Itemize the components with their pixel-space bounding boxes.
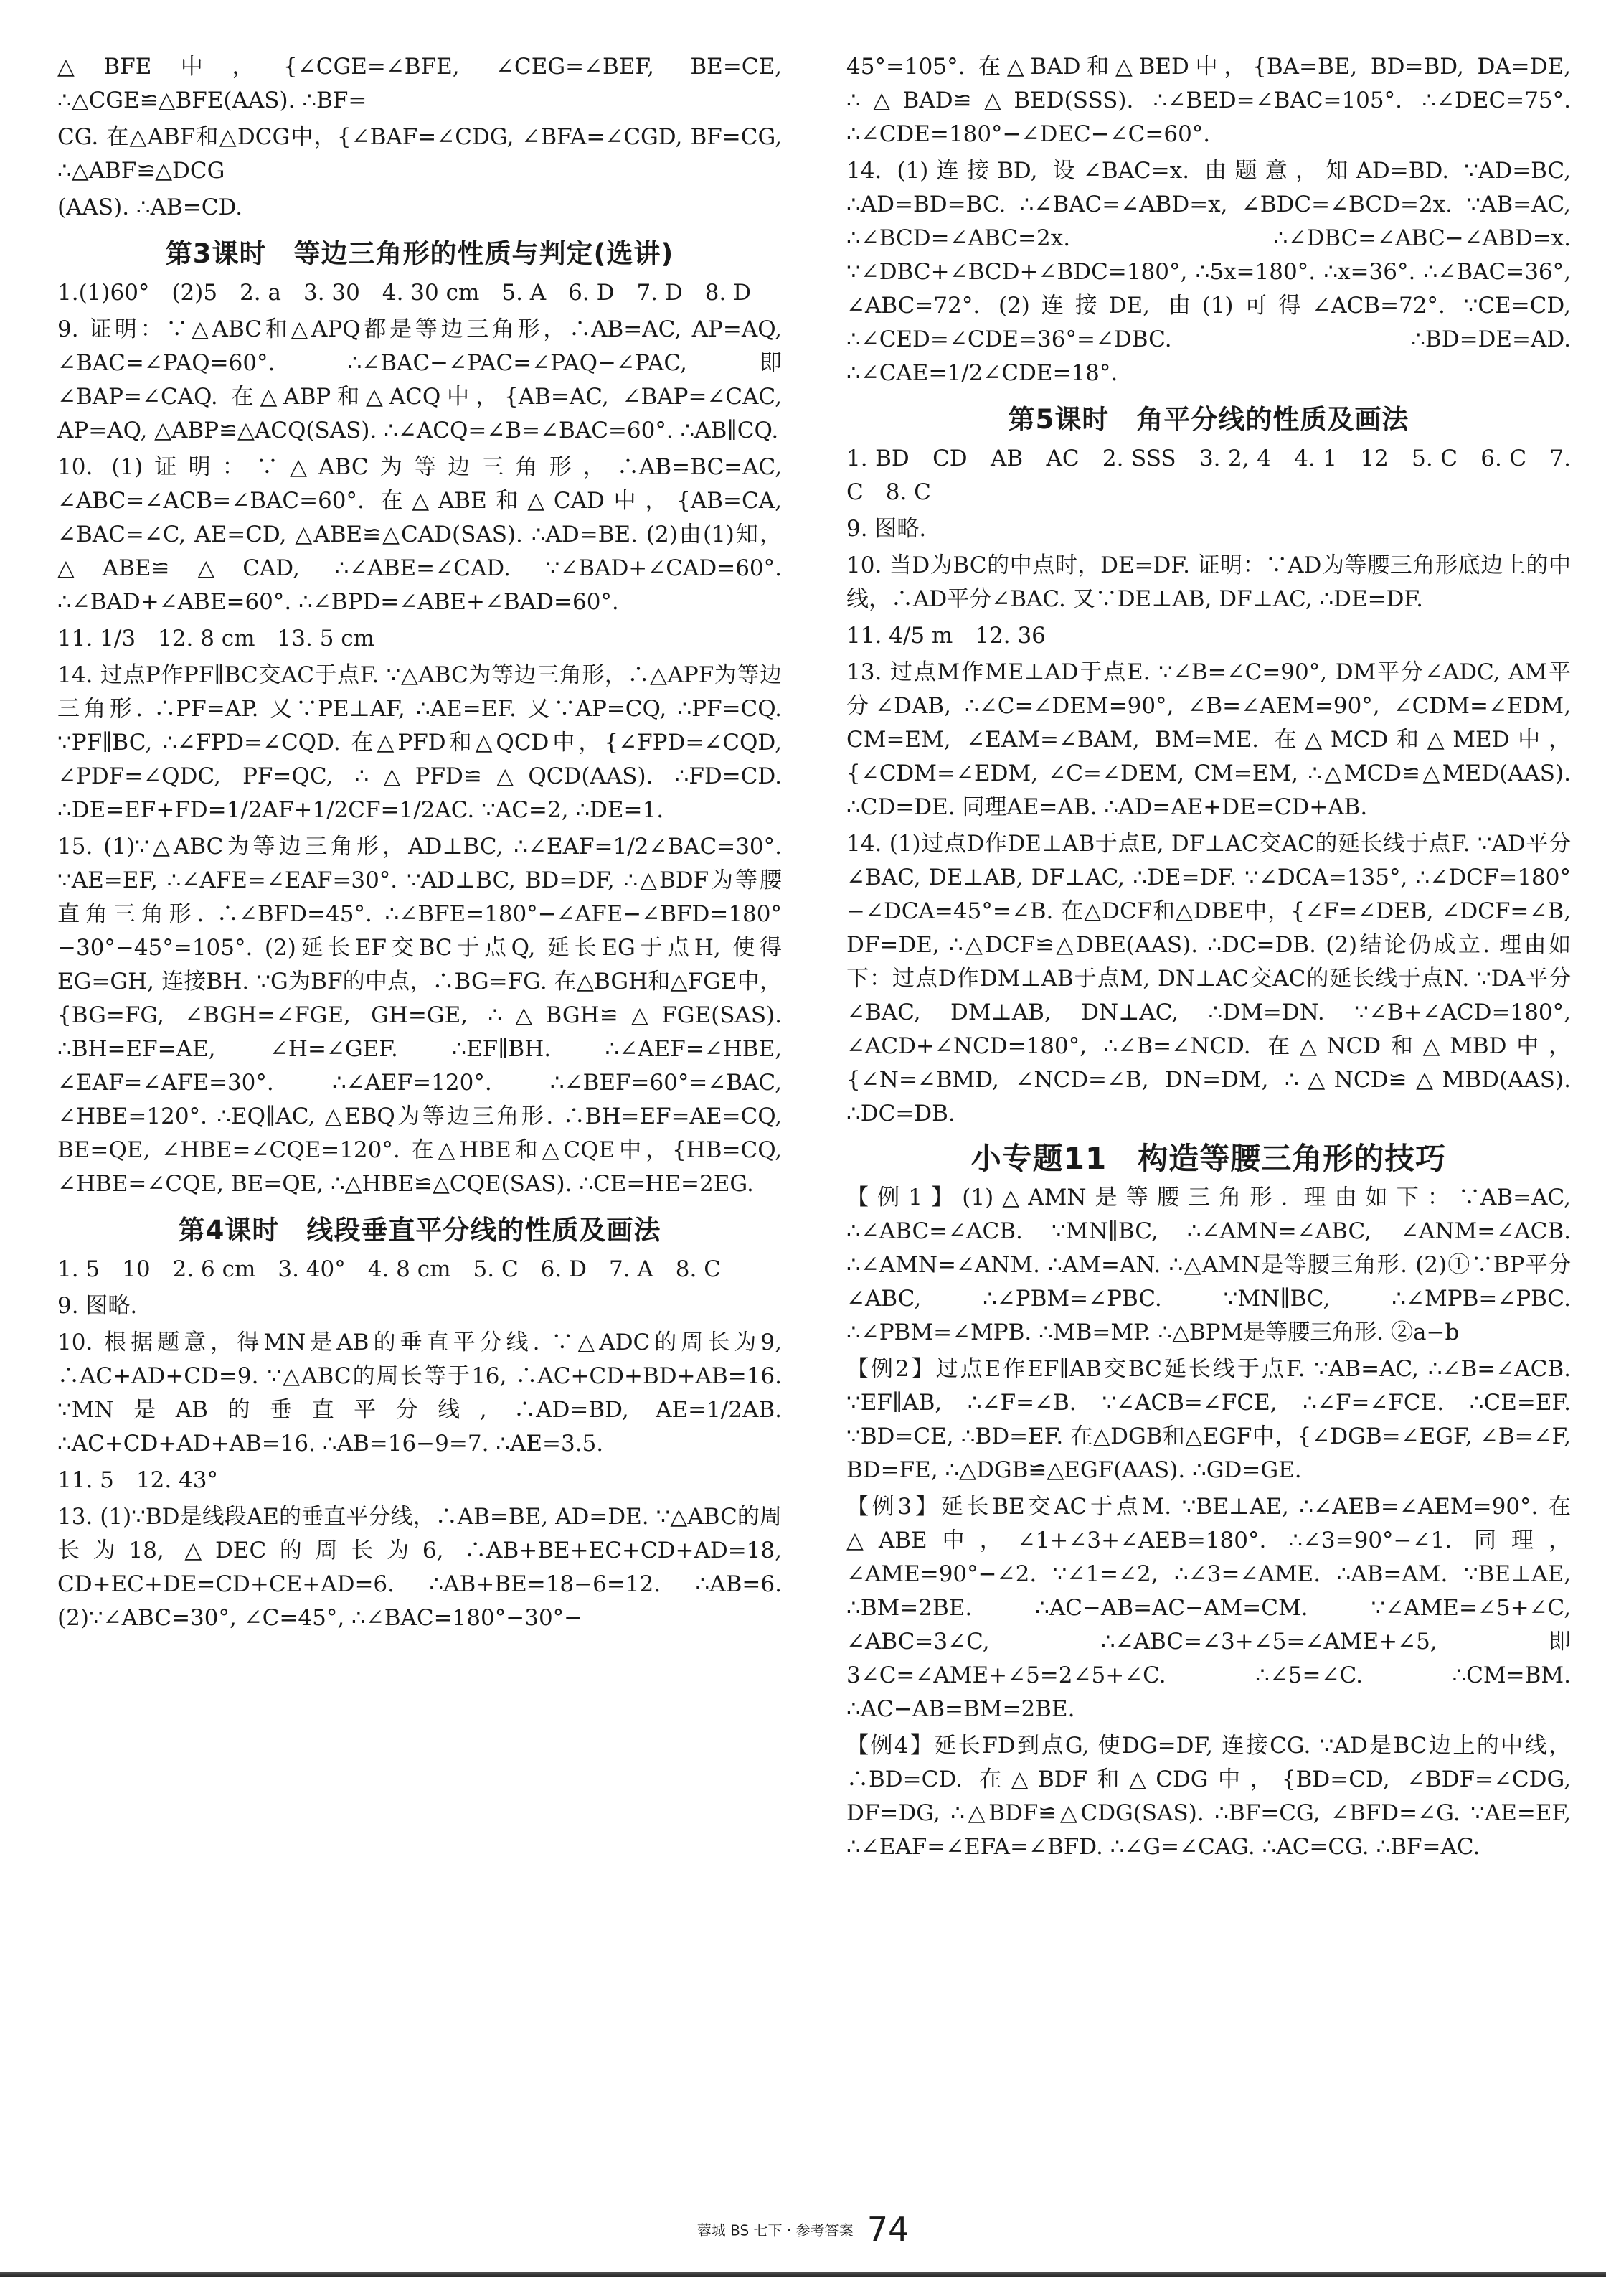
answer-paragraph: 9. 图略. bbox=[57, 1293, 138, 1319]
page-number: 74 bbox=[866, 2210, 910, 2249]
section-heading: 小专题11 构造等腰三角形的技巧 bbox=[970, 1141, 1447, 1176]
answer-paragraph: 15. (1)∵△ABC为等边三角形，AD⊥BC, ∴∠EAF=1/2∠BAC=30°. ∵AE=EF, ∴∠AFE=∠EAF=30°. ∵AD⊥BC, BD=DF, ∴△BDF为等腰直角三角形. ∴∠BFD=45°. ∴∠BFE=180°−∠AFE−∠BFD=180°−30°−45°=105°. (2)延长EF交BC于点Q, 延长EG于点H, 使得EG=GH, 连接BH. ∵G为BF的中点，∴BG=FG. 在△BGH和△FGE中，{BG=FG, ∠BGH=∠FGE, GH=GE, ∴△BGH≌△FGE(SAS). ∴BH=EF=AE, ∠H=∠GEF. ∴EF∥BH. ∴∠AEF=∠HBE, ∠EAF=∠AFE=30°. ∴∠AEF=120°. ∴∠BEF=60°=∠BAC, ∠HBE=120°. ∴EQ∥AC, △EBQ为等边三角形. ∴BH=EF=AE=CQ, BE=QE, ∠HBE=∠CQE=120°. 在△HBE和△CQE中，{HB=CQ, ∠HBE=∠CQE, BE=QE, ∴△HBE≌△CQE(SAS). ∴CE=HE=2EG. bbox=[57, 834, 782, 1197]
answer-paragraph: 1. BD CD AB AC 2. SSS 3. 2, 4 4. 1 12 5. C 6. C 7. C 8. C bbox=[846, 446, 1571, 505]
answer-paragraph: 10. 根据题意，得MN是AB的垂直平分线. ∵△ADC的周长为9, ∴AC+AD+CD=9. ∵△ABC的周长等于16, ∴AC+CD+BD+AB=16. ∵MN是AB的垂直平分线, ∴AD=BD, AE=1/2AB. ∴AC+CD+AD+AB=16. ∴AB=16−9=7. ∴AE=3.5. bbox=[57, 1330, 782, 1457]
answer-paragraph: 13. (1)∵BD是线段AE的垂直平分线，∴AB=BE, AD=DE. ∵△ABC的周长为18, △DEC的周长为6, ∴AB+BE+EC+CD+AD=18, CD+EC+DE=CD+CE+AD=6. ∴AB+BE=18−6=12. ∴AB=6. (2)∵∠ABC=30°, ∠C=45°, ∴∠BAC=180°−30°− bbox=[57, 1504, 782, 1631]
answer-paragraph: 14. (1)过点D作DE⊥AB于点E, DF⊥AC交AC的延长线于点F. ∵AD平分∠BAC, DE⊥AB, DF⊥AC, ∴DE=DF. ∵∠DCA=135°, ∴∠DCF=180°−∠DCA=45°=∠B. 在△DCF和△DBE中，{∠F=∠DEB, ∠DCF=∠B, DF=DE, ∴△DCF≌△DBE(AAS). ∴DC=DB. (2)结论仍成立. 理由如下：过点D作DM⊥AB于点M, DN⊥AC交AC的延长线于点N. ∵DA平分∠BAC, DM⊥AB, DN⊥AC, ∴DM=DN. ∵∠B+∠ACD=180°, ∠ACD+∠NCD=180°, ∴∠B=∠NCD. 在△NCD和△MBD中，{∠N=∠BMD, ∠NCD=∠B, DN=DM, ∴△NCD≌△MBD(AAS). ∴DC=DB. bbox=[846, 831, 1571, 1126]
answer-paragraph: 【例3】延长BE交AC于点M. ∵BE⊥AE, ∴∠AEB=∠AEM=90°. 在△ABE中，∠1+∠3+∠AEB=180°. ∴∠3=90°−∠1. 同理，∠AME=90°−∠2. ∵∠1=∠2, ∴∠3=∠AME. ∴AB=AM. ∵BE⊥AE, ∴BM=2BE. ∴AC−AB=AC−AM=CM. ∵∠AME=∠5+∠C, ∠ABC=3∠C, ∴∠ABC=∠3+∠5=∠AME+∠5, 即3∠C=∠AME+∠5=2∠5+∠C. ∴∠5=∠C. ∴CM=BM. ∴AC−AB=BM=2BE. bbox=[846, 1494, 1571, 1722]
answer-paragraph: 45°=105°. 在△BAD和△BED中，{BA=BE, BD=BD, DA=DE, ∴△BAD≌△BED(SSS). ∴∠BED=∠BAC=105°. ∴∠DEC=75°. ∴∠CDE=180°−∠DEC−∠C=60°. bbox=[846, 54, 1571, 147]
bottom-rule bbox=[0, 2272, 1606, 2277]
answer-column-left bbox=[57, 50, 782, 1638]
answer-paragraph: 9. 证明：∵△ABC和△APQ都是等边三角形，∴AB=AC, AP=AQ, ∠BAC=∠PAQ=60°. ∴∠BAC−∠PAC=∠PAQ−∠PAC, 即∠BAP=∠CAQ. 在△ABP和△ACQ中，{AB=AC, ∠BAP=∠CAC, AP=AQ, △ABP≌△ACQ(SAS). ∴∠ACQ=∠B=∠BAC=60°. ∴AB∥CQ. bbox=[57, 316, 782, 443]
answer-paragraph: 14. 过点P作PF∥BC交AC于点F. ∵△ABC为等边三角形，∴△APF为等边三角形. ∴PF=AP. 又∵PE⊥AF, ∴AE=EF. 又∵AP=CQ, ∴PF=CQ. ∵PF∥BC, ∴∠FPD=∠CQD. 在△PFD和△QCD中，{∠FPD=∠CQD, ∠PDF=∠QDC, PF=QC, ∴△PFD≌△QCD(AAS). ∴FD=CD. ∴DE=EF+FD=1/2AF+1/2CF=1/2AC. ∵AC=2, ∴DE=1. bbox=[57, 662, 782, 823]
answer-paragraph: 13. 过点M作ME⊥AD于点E. ∵∠B=∠C=90°, DM平分∠ADC, AM平分∠DAB, ∴∠C=∠DEM=90°, ∠B=∠AEM=90°, ∠CDM=∠EDM, CM=EM, ∠EAM=∠BAM, BM=ME. 在△MCD和△MED中，{∠CDM=∠EDM, ∠C=∠DEM, CM=EM, ∴△MCD≌△MED(AAS). ∴CD=DE. 同理AE=AB. ∴AD=AE+DE=CD+AB. bbox=[846, 659, 1571, 820]
page-footer bbox=[0, 2210, 1606, 2249]
answer-column-right bbox=[846, 50, 1571, 1867]
answer-paragraph: △BFE中，{∠CGE=∠BFE, ∠CEG=∠BEF, BE=CE, ∴△CGE≌△BFE(AAS). ∴BF= bbox=[57, 54, 782, 113]
answer-paragraph: (AAS). ∴AB=CD. bbox=[57, 194, 243, 220]
section-heading: 第5课时 角平分线的性质及画法 bbox=[1008, 404, 1409, 435]
answer-paragraph: CG. 在△ABF和△DCG中，{∠BAF=∠CDG, ∠BFA=∠CGD, BF=CG, ∴△ABF≌△DCG bbox=[57, 124, 782, 184]
answer-paragraph: 10. 当D为BC的中点时，DE=DF. 证明：∵AD为等腰三角形底边上的中线，∴AD平分∠BAC. 又∵DE⊥AB, DF⊥AC, ∴DE=DF. bbox=[846, 552, 1571, 612]
footer-text: 蓉城 BS 七下 · 参考答案 bbox=[696, 2221, 854, 2239]
answer-paragraph: 9. 图略. bbox=[846, 516, 927, 542]
answer-paragraph: 11. 1/3 12. 8 cm 13. 5 cm bbox=[57, 626, 375, 651]
answer-paragraph: 【例1】(1)△AMN是等腰三角形. 理由如下：∵AB=AC, ∴∠ABC=∠ACB. ∵MN∥BC, ∴∠AMN=∠ABC, ∠ANM=∠ACB. ∴∠AMN=∠ANM. ∴AM=AN. ∴△AMN是等腰三角形. (2)①∵BP平分∠ABC, ∴∠PBM=∠PBC. ∵MN∥BC, ∴∠MPB=∠PBC. ∴∠PBM=∠MPB. ∴MB=MP. ∴△BPM是等腰三角形. ②a−b bbox=[846, 1185, 1571, 1345]
answer-paragraph: 10. (1)证明：∵△ABC为等边三角形，∴AB=BC=AC, ∠ABC=∠ACB=∠BAC=60°. 在△ABE和△CAD中，{AB=CA, ∠BAC=∠C, AE=CD, △ABE≌△CAD(SAS). ∴AD=BE. (2)由(1)知，△ABE≌△CAD, ∴∠ABE=∠CAD. ∵∠BAD+∠CAD=60°. ∴∠BAD+∠ABE=60°. ∴∠BPD=∠ABE+∠BAD=60°. bbox=[57, 454, 782, 615]
answer-paragraph: 11. 4/5 m 12. 36 bbox=[846, 623, 1046, 649]
answer-paragraph: 14. (1)连接BD, 设∠BAC=x. 由题意，知AD=BD. ∵AD=BC, ∴AD=BD=BC. ∴∠BAC=∠ABD=x, ∠BDC=∠BCD=2x. ∵AB=AC, ∴∠BCD=∠ABC=2x. ∴∠DBC=∠ABC−∠ABD=x. ∵∠DBC+∠BCD+∠BDC=180°, ∴5x=180°. ∴x=36°. ∴∠BAC=36°, ∠ABC=72°. (2)连接DE, 由(1)可得∠ACB=72°. ∵CE=CD, ∴∠CED=∠CDE=36°=∠DBC. ∴BD=DE=AD. ∴∠CAE=1/2∠CDE=18°. bbox=[846, 158, 1571, 386]
section-heading: 第4课时 线段垂直平分线的性质及画法 bbox=[178, 1215, 661, 1246]
answer-paragraph: 【例2】过点E作EF∥AB交BC延长线于点F. ∵AB=AC, ∴∠B=∠ACB. ∵EF∥AB, ∴∠F=∠B. ∵∠ACB=∠FCE, ∴∠F=∠FCE. ∴CE=EF. ∵BD=CE, ∴BD=EF. 在△DGB和△EGF中，{∠DGB=∠EGF, ∠B=∠F, BD=FE, ∴△DGB≌△EGF(AAS). ∴GD=GE. bbox=[846, 1356, 1571, 1483]
answer-paragraph: 11. 5 12. 43° bbox=[57, 1467, 218, 1493]
section-heading: 第3课时 等边三角形的性质与判定(选讲) bbox=[165, 238, 674, 269]
answer-paragraph: 1.(1)60° (2)5 2. a 3. 30 4. 30 cm 5. A 6. D 7. D 8. D bbox=[57, 280, 752, 306]
answer-paragraph: 【例4】延长FD到点G, 使DG=DF, 连接CG. ∵AD是BC边上的中线，∴BD=CD. 在△BDF和△CDG中，{BD=CD, ∠BDF=∠CDG, DF=DG, ∴△BDF≌△CDG(SAS). ∴BF=CG, ∠BFD=∠G. ∵AE=EF, ∴∠EAF=∠EFA=∠BFD. ∴∠G=∠CAG. ∴AC=CG. ∴BF=AC. bbox=[846, 1733, 1571, 1860]
answer-paragraph: 1. 5 10 2. 6 cm 3. 40° 4. 8 cm 5. C 6. D 7. A 8. C bbox=[57, 1256, 721, 1282]
